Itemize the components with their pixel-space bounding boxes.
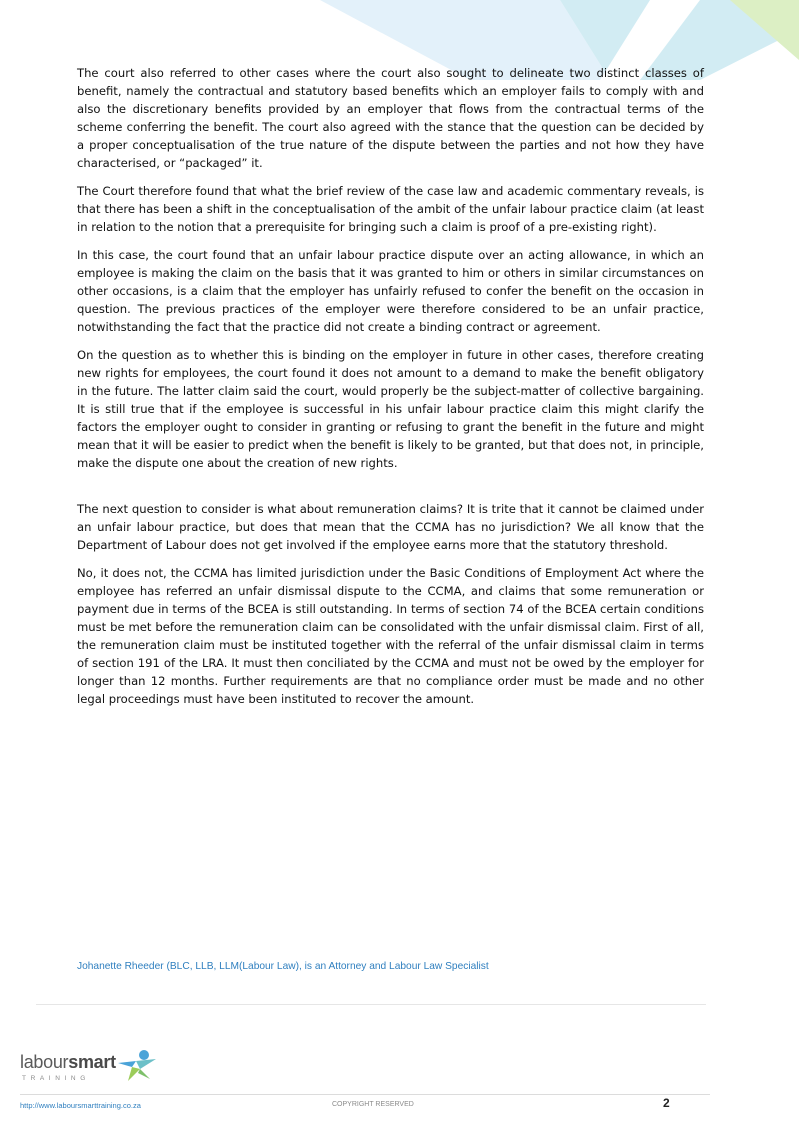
- paragraph: The next question to consider is what about remuneration claims? It is trite that it cannot be claimed under an unfair labour practice, but does that mean that the CCMA has no jurisdiction? We all know that the Department of Labour does not get involved if the employee earns more that the statutory threshold.: [77, 502, 704, 552]
- star-cross-logo-icon: [114, 1049, 158, 1085]
- paragraph: On the question as to whether this is binding on the employer in future in other cases, therefore creating new rights for employees, the court found it does not amount to a demand to make the benefit obligatory in the future. The latter claim said the court, would properly be the subject-matter of collective bargaining. It is still true that if the employee is successful in his unfair labour practice claim this might clarify the factors the employer ought to consider in granting or refusing to grant the benefit in the future and might mean that it will be easier to predict when the benefit is likely to be granted, but that does not, in principle, make the dispute one about the creation of new rights.: [77, 348, 704, 470]
- logo-wordmark: [20, 1052, 116, 1073]
- company-logo: [20, 1049, 170, 1089]
- paragraph: The court also referred to other cases where the court also sought to delineate two distinct classes of benefit, namely the contractual and statutory based benefits which an employer fails to comply with and also the discretionary benefits provided by an employer that flows from the contractual terms of the scheme conferring the benefit. The court also agreed with the stance that the question can be decided by a proper conceptualisation of the true nature of the dispute between the parties and not how they have characterised, or “packaged” it.: [77, 66, 704, 170]
- logo-word-light: labour: [20, 1052, 69, 1072]
- footer-copyright: COPYRIGHT RESERVED: [332, 1101, 414, 1108]
- divider: [36, 1004, 706, 1005]
- page-number: 2: [663, 1096, 670, 1110]
- footer-website-link[interactable]: http://www.laboursmarttraining.co.za: [20, 1101, 141, 1110]
- paragraph: In this case, the court found that an unfair labour practice dispute over an acting allowance, in which an employee is making the claim on the basis that it was granted to him or others in similar circumstances on other occasions, is a claim that the employer has unfairly refused to confer the benefit on the occasion in question. The previous practices of the employer were therefore considered to be an unfair practice, notwithstanding the fact that the practice did not create a binding contract or agreement.: [77, 248, 704, 334]
- logo-subtitle: TRAINING: [22, 1075, 90, 1082]
- article-body: [77, 64, 704, 718]
- paragraph: No, it does not, the CCMA has limited jurisdiction under the Basic Conditions of Employment Act where the employee has referred an unfair dismissal dispute to the CCMA, and claims that some remuneration or payment due in terms of the BCEA is still outstanding. In terms of section 74 of the BCEA certain conditions must be met before the remuneration claim can be consolidated with the unfair dismissal claim. First of all, the remuneration claim must be instituted together with the referral of the unfair dismissal claim in terms of section 191 of the LRA. It must then conciliated by the CCMA and must not be owed by the employer for longer than 12 months. Further requirements are that no compliance order must be made and no other legal proceedings must have been instituted to recover the amount.: [77, 566, 704, 706]
- footer-divider: [20, 1094, 710, 1095]
- logo-word-bold: smart: [68, 1052, 116, 1072]
- author-credit: Johanette Rheeder (BLC, LLB, LLM(Labour Law), is an Attorney and Labour Law Specialist: [77, 961, 489, 972]
- paragraph: The Court therefore found that what the brief review of the case law and academic commentary reveals, is that there has been a shift in the conceptualisation of the ambit of the unfair labour practice claim (at least in relation to the notion that a prerequisite for bringing such a claim is proof of a pre-existing right).: [77, 184, 704, 234]
